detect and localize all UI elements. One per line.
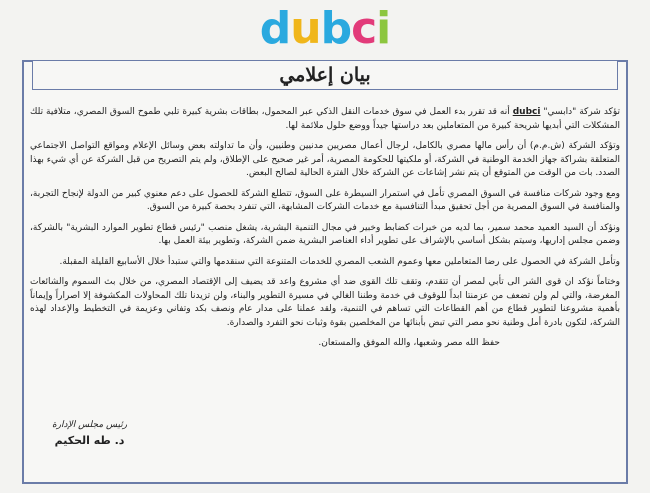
logo-letter: b <box>320 3 352 54</box>
brand-name: dubci <box>512 107 541 117</box>
signer-role: رئيس مجلس الإدارة <box>52 420 128 430</box>
logo-letter: d <box>259 3 291 54</box>
logo-letter: u <box>290 3 321 54</box>
signer-name: د. طه الحكيم <box>54 434 125 447</box>
paragraph-text: أنه قد تقرر بدء العمل في سوق خدمات النقل الذكي عبر المحمول، بطاقات بشرية كبيرة تلبي طموح السوق المصري، متلافية تلك المشكلات التي أبديها شريحة كبيرة من المتعاملين بعد دراستها جيداً ووضع حلول ملائمة لها. <box>30 107 620 131</box>
paragraph-text: تؤكد شركة "دابسي" <box>540 107 620 117</box>
paragraph: وتأمل الشركة في الحصول على رضا المتعاملين معها وعموم الشعب المصري للخدمات المتنوعة التي سنقدمها والتي ستبدأ خلال الأسابيع القليلة المقبلة. <box>59 256 620 267</box>
dubci-logo <box>0 3 650 54</box>
logo-letter: i <box>376 3 391 54</box>
paragraph: وتؤكد الشركة (ش.م.م) أن رأس مالها مصري بالكامل، لرجال أعمال مصريين مدنيين وطنيين، وأن ما تداولته بعض وسائل الإعلام ومواقع التواصل الاجتماعي المتعلقة بشراكة جهاز الخدمة الوطنية في الشركة، أو ملكيتها للحكومة المصرية، أمر غير صحيح على الإطلاق، ولم يتم التصريح من قبل الشركة عن أي شيء بهذا الصدد. بات من الوقت من المتوقع أن يتم نشر إشاعات عن الشركة خلال الفترة الحالية لصالح البعض. <box>30 141 620 178</box>
announcement-title: بيان إعلامي <box>32 60 618 90</box>
closing-line: حفظ الله مصر وشعبها، والله الموفق والمستعان. <box>318 338 500 348</box>
announcement-body <box>30 106 620 358</box>
paragraph: ونؤكد أن السيد العميد محمد سمير، بما لديه من خبرات كضابط وخبير في مجال التنمية البشرية، يشغل منصب "رئيس قطاع تطوير الموارد البشرية" بالشركة، وضمن مجلس إداريها، وسيتم بشكل أساسي بالإشراف على تطوير أداء العناصر البشرية ضمن الشركة، وتطوير بيئة العمل بها. <box>30 222 620 246</box>
logo-letter: c <box>351 3 377 54</box>
paragraph: وختاماً نؤكد ان قوى الشر الى تأبي لمصر أن تتقدم، وتقف تلك القوى ضد أي مشروع واعد قد يضيف إلى الإقتصاد المصري، من خلال بث السموم والشائعات المغرضة، والتي لم ولن تضعف من عزمنتا ابداً للوقوف في خدمة وطننا الغالي في مسيرة التطوير والبناء، ولن تزيدنا تلك المحاولات المكشوفة إلا اصراراً وإيماناً بأهمية مشروعنا لتطوير قطاع من أهم القطاعات التي تساهم في التنمية، ولقد عملنا على مدار عام ونصف بكد وتفاني وعزيمة في التخطيط والإعداد لهذه الشركة، لتكون بادرة أمل وطنية نحو مصر التي تبض بأبنائها من المخلصين بقوة وثبات نحو التفرد والصدارة. <box>30 277 620 328</box>
paragraph: ومع وجود شركات منافسة في السوق المصري تأمل في استمرار السيطرة على السوق، تتطلع الشركة للحصول على دعم معنوي كبير من الدولة لإنجاح التجربة، والمنافسة في السوق المصرية من أجل تحقيق مبدأ التنافسية مع خدمات الشركات المشابهة، التي تنفرد بحصة كبيرة من السوق. <box>30 188 620 212</box>
signature-block <box>52 420 127 447</box>
paragraph <box>30 106 620 133</box>
